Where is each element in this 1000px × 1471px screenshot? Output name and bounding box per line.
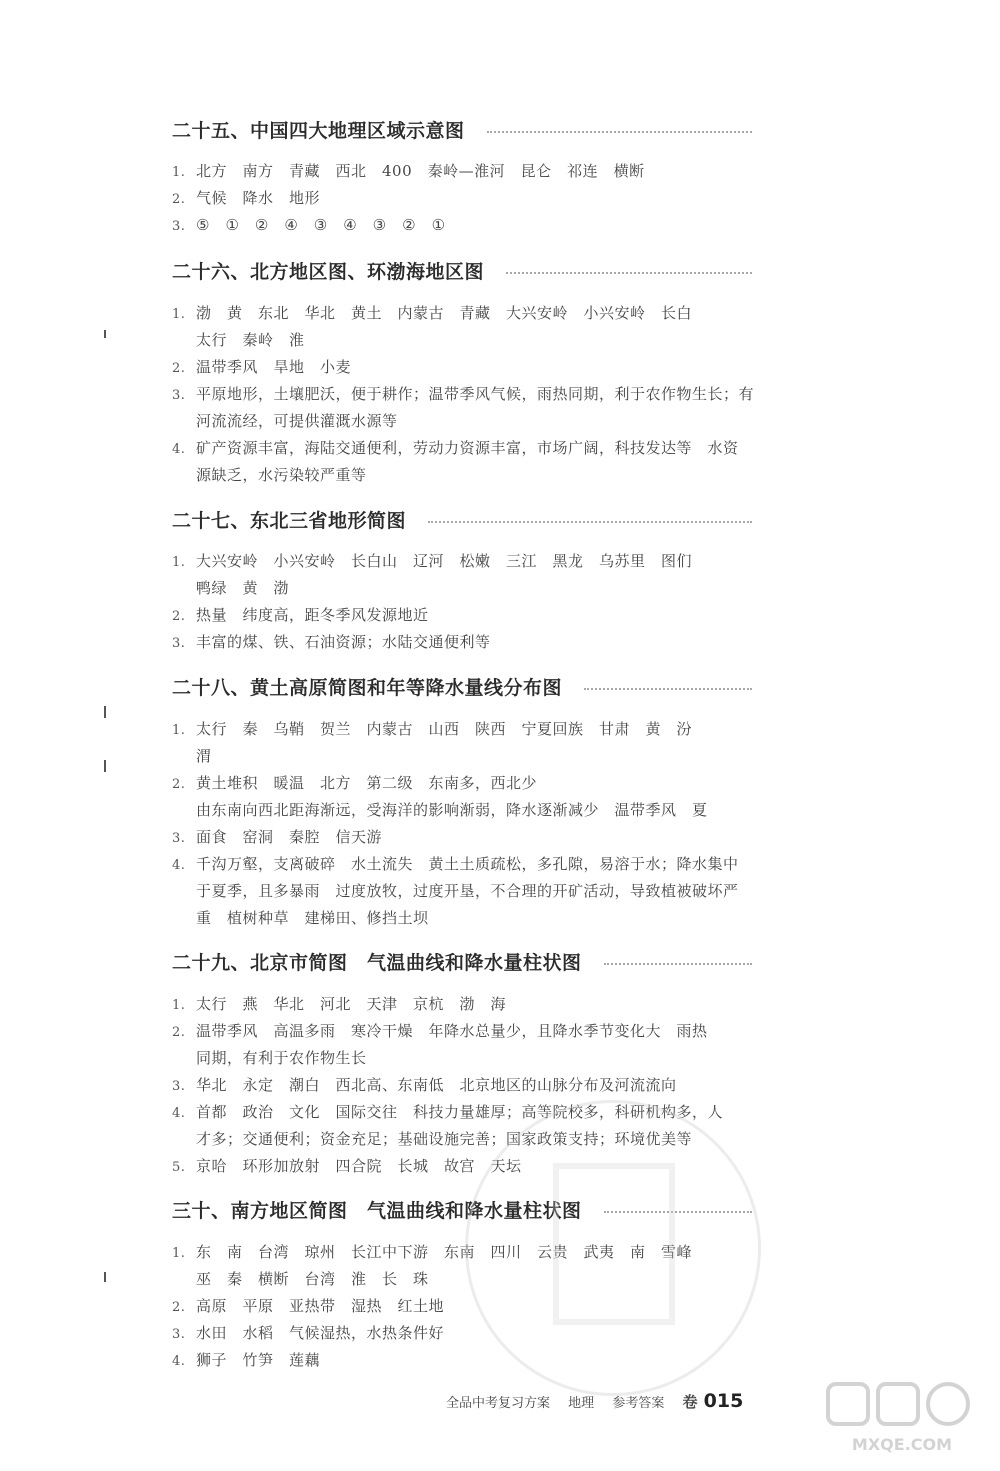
margin-mark: [104, 760, 106, 772]
answer-line: 3. 华北 永定 潮白 西北高、东南低 北京地区的山脉分布及河流流向: [172, 1076, 677, 1094]
answer-line: 3. 丰富的煤、铁、石油资源；水陆交通便利等: [172, 633, 491, 651]
answer-line-continued: 源缺乏，水污染较严重等: [196, 466, 367, 484]
page-number: 015: [703, 1390, 744, 1412]
answer-line-continued: 于夏季，且多暴雨 过度放牧，过度开垦，不合理的开矿活动，导致植被破坏严: [196, 882, 739, 900]
section-title: [172, 116, 752, 143]
answer-line: 1. 大兴安岭 小兴安岭 长白山 辽河 松嫩 三江 黑龙 乌苏里 图们: [172, 552, 693, 570]
section-title: [172, 506, 752, 533]
answer-line: 1. 东 南 台湾 琼州 长江中下游 东南 四川 云贵 武夷 南 雪峰: [172, 1243, 693, 1261]
answer-line-continued: 渭: [196, 747, 212, 765]
answer-line: 4. 矿产资源丰富，海陆交通便利，劳动力资源丰富，市场广阔，科技发达等 水资: [172, 439, 739, 457]
dotted-leader: [604, 963, 752, 965]
answer-line: 2. 热量 纬度高，距冬季风发源地近: [172, 606, 429, 624]
section-heading: 二十六、北方地区图、环渤海地区图: [172, 261, 485, 283]
section-heading: 二十八、黄土高原简图和年等降水量线分布图: [172, 677, 563, 699]
section-title: [172, 948, 752, 975]
answer-line: 3. 平原地形，土壤肥沃，便于耕作；温带季风气候，雨热同期，利于农作物生长；有: [172, 385, 755, 403]
answer-line: 3. ⑤ ① ② ④ ③ ④ ③ ② ①: [172, 216, 446, 234]
answer-line: 3. 面食 窑洞 秦腔 信天游: [172, 828, 383, 846]
answer-line: 2. 高原 平原 亚热带 湿热 红土地: [172, 1297, 445, 1315]
part-label: 参考答案: [612, 1396, 665, 1411]
dotted-leader: [428, 521, 752, 523]
juan-label: 卷: [682, 1393, 698, 1411]
answer-line-continued: 由东南向西北距海渐远，受海洋的影响渐弱，降水逐渐减少 温带季风 夏: [196, 801, 708, 819]
answer-line: 2. 温带季风 高温多雨 寒冷干燥 年降水总量少，且降水季节变化大 雨热: [172, 1022, 708, 1040]
book-title: 全品中考复习方案: [446, 1396, 551, 1411]
section-heading: 二十五、中国四大地理区域示意图: [172, 120, 465, 142]
dotted-leader: [487, 131, 752, 133]
answer-line-continued: 巫 秦 横断 台湾 淮 长 珠: [196, 1270, 429, 1288]
subject-label: 地理: [568, 1396, 595, 1411]
margin-mark: [104, 1272, 106, 1282]
dotted-leader: [506, 272, 752, 274]
answer-line-continued: 同期，有利于农作物生长: [196, 1049, 367, 1067]
answer-line: 4. 首都 政治 文化 国际交往 科技力量雄厚；高等院校多，科研机构多，人: [172, 1103, 724, 1121]
answer-line: 2. 温带季风 旱地 小麦: [172, 358, 352, 376]
answer-line-continued: 太行 秦岭 淮: [196, 331, 305, 349]
margin-mark: [104, 330, 106, 338]
answer-line: 2. 黄土堆积 暖温 北方 第二级 东南多，西北少: [172, 774, 538, 792]
answer-line-continued: 才多；交通便利；资金充足；基础设施完善；国家政策支持；环境优美等: [196, 1130, 693, 1148]
answer-line: 3. 水田 水稻 气候湿热，水热条件好: [172, 1324, 445, 1342]
answer-line: 5. 京哈 环形加放射 四合院 长城 故宫 天坛: [172, 1157, 522, 1175]
answer-line: 1. 太行 秦 乌鞘 贺兰 内蒙古 山西 陕西 宁夏回族 甘肃 黄 汾: [172, 720, 693, 738]
dotted-leader: [584, 688, 752, 690]
watermark-logo: [822, 1378, 982, 1458]
answer-line: 2. 气候 降水 地形: [172, 189, 321, 207]
section-heading: 三十、南方地区简图 气温曲线和降水量柱状图: [172, 1200, 582, 1222]
section-title: [172, 1196, 752, 1223]
answer-line: 1. 渤 黄 东北 华北 黄土 内蒙古 青藏 大兴安岭 小兴安岭 长白: [172, 304, 693, 322]
dotted-leader: [604, 1211, 752, 1213]
answer-line: 4. 狮子 竹笋 莲藕: [172, 1351, 321, 1369]
section-heading: 二十九、北京市简图 气温曲线和降水量柱状图: [172, 952, 582, 974]
page-footer: [446, 1390, 757, 1412]
answer-line: 1. 北方 南方 青藏 西北 400 秦岭—淮河 昆仑 祁连 横断: [172, 162, 645, 180]
answer-line-continued: 鸭绿 黄 渤: [196, 579, 290, 597]
section-heading: 二十七、东北三省地形简图: [172, 510, 407, 532]
section-title: [172, 673, 752, 700]
section-title: [172, 257, 752, 284]
watermark-text: MXQE.COM: [851, 1435, 953, 1454]
answer-line-continued: 河流流经，可提供灌溉水源等: [196, 412, 398, 430]
answer-line: 1. 太行 燕 华北 河北 天津 京杭 渤 海: [172, 995, 507, 1013]
answer-line-continued: 重 植树种草 建梯田、修挡土坝: [196, 909, 429, 927]
answer-line: 4. 千沟万壑，支离破碎 水土流失 黄土土质疏松，多孔隙，易溶于水；降水集中: [172, 855, 739, 873]
margin-mark: [104, 706, 106, 718]
